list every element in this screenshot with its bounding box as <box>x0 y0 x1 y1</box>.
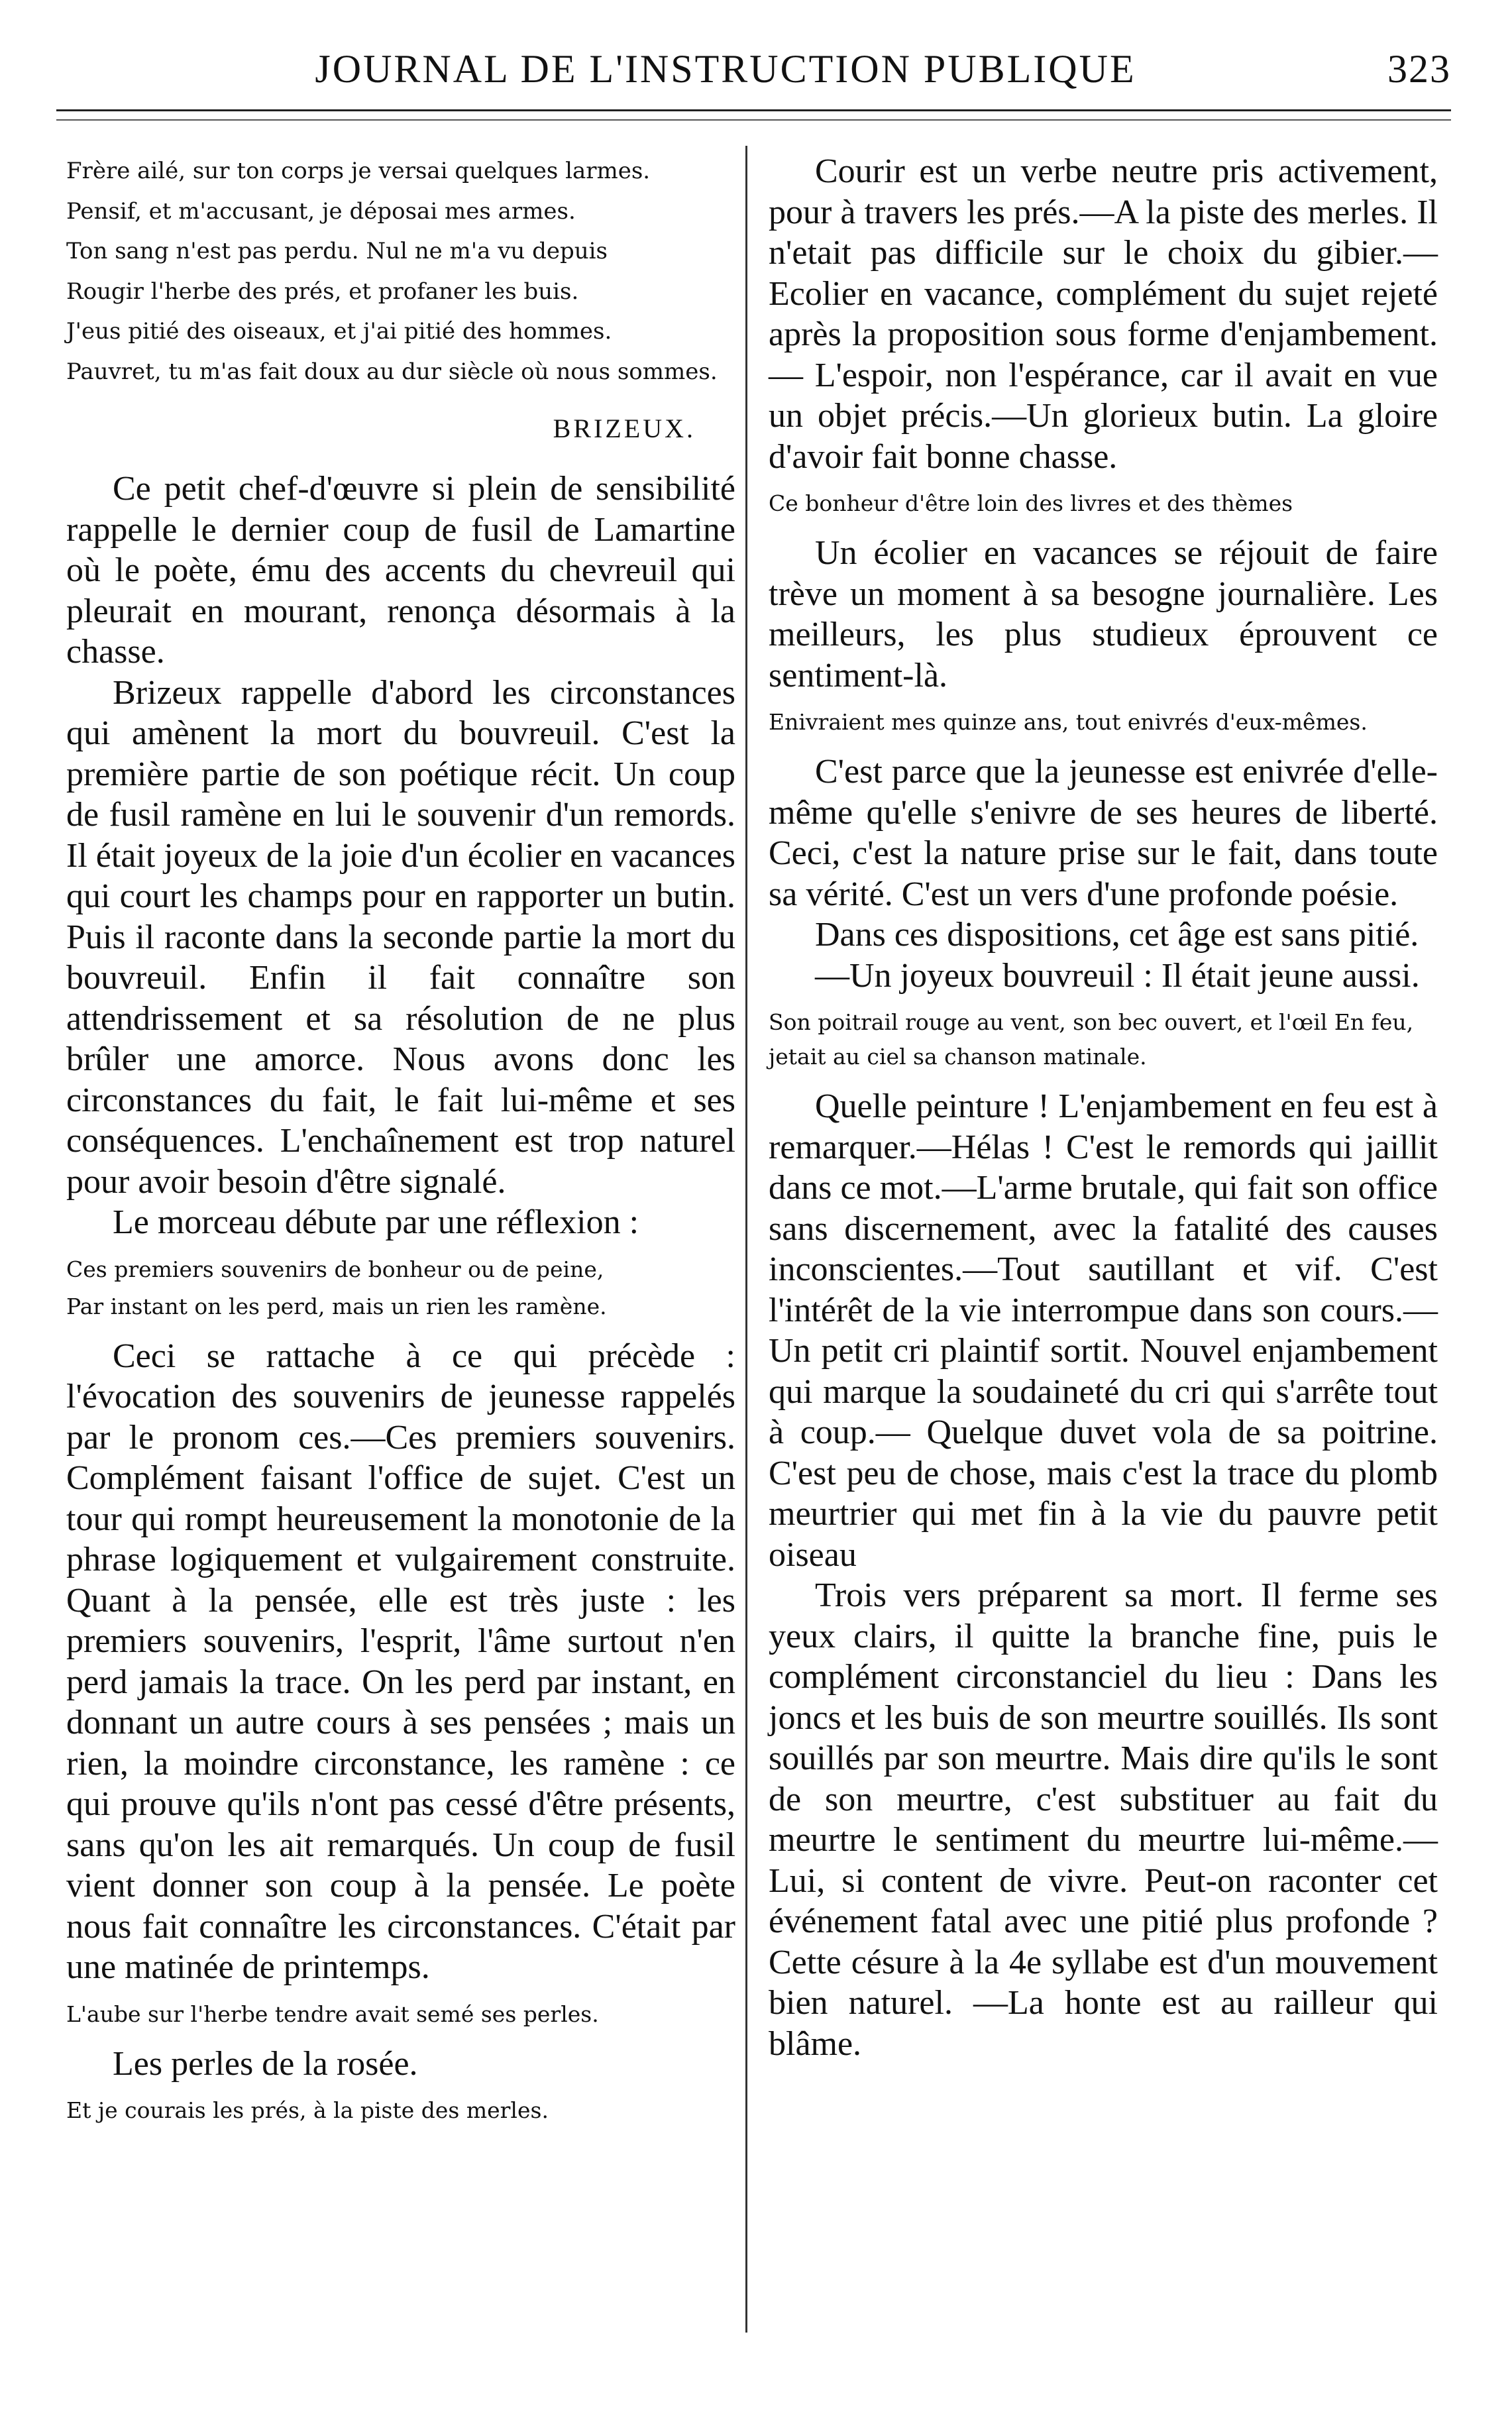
column-divider <box>745 146 747 2333</box>
paragraph: Trois vers préparent sa mort. Il ferme ses yeux clairs, il quitte la branche fine, puis le complément circonstanciel du lieu : Dans les joncs et les buis de son meurtre souillés. Ils sont souillés par son meurtre. Mais dire qu'ils le sont de son meurtre, c'est substituer au fait du meurtre le sentiment du meurtre lui-même.— Lui, si content de vivre. Peut-on raconter cet événement fatal avec une pitié plus profonde ? Cette césure à la 4e syllabe est d'un mouvement bien naturel. —La honte est au railleur qui blâme. <box>769 1576 1438 2063</box>
paragraph: C'est parce que la jeunesse est enivrée d'elle-même qu'elle s'enivre de ses heures de liberté. Ceci, c'est la nature prise sur le fait, dans toute sa vérité. C'est un vers d'une profonde poésie. <box>769 753 1438 913</box>
verse-quote: Et je courais les prés, à la piste des merles. <box>66 2097 549 2123</box>
author-signature: BRIZEUX. <box>553 413 696 443</box>
verse-line: J'eus pitié des oiseaux, et j'ai pitié des hommes. <box>66 318 612 345</box>
page-number: 323 <box>1387 47 1451 91</box>
left-column <box>66 151 735 2140</box>
verse-quote: Ces premiers souvenirs de bonheur ou de peine, <box>66 1256 604 1282</box>
paragraph: Un écolier en vacances se réjouit de faire trève un moment à sa besogne journalière. Les meilleurs, les plus studieux éprouvent ce sentiment-là. <box>769 534 1438 694</box>
verse-line: Pauvret, tu m'as fait doux au dur siècle où nous sommes. <box>66 358 718 385</box>
paragraph: —Un joyeux bouvreuil : Il était jeune aussi. <box>815 956 1420 995</box>
verse-quote: Son poitrail rouge au vent, son bec ouvert, et l'œil En feu, jetait au ciel sa chanson matinale. <box>769 1009 1414 1070</box>
verse-line: Frère ailé, sur ton corps je versai quelques larmes. <box>66 158 651 184</box>
paragraph: Courir est un verbe neutre pris activement, pour à travers les prés.—A la piste des merles. Il n'etait pas difficile sur le choix du gibier.—Ecolier en vacance, complément du sujet rejeté après la proposition sous forme d'enjambement.— L'espoir, non l'espérance, car il avait en vue un objet précis.—Un glorieux butin. La gloire d'avoir fait bonne chasse. <box>769 152 1438 476</box>
paragraph: Quelle peinture ! L'enjambement en feu est à remarquer.—Hélas ! C'est le remords qui jaillit dans ce mot.—L'arme brutale, qui fait son office sans discernement, avec la fatalité des causes inconscientes.—Tout sautillant et vif. C'est l'intérêt de la vie interrompue dans son cours.—Un petit cri plaintif sortit. Nouvel enjambement qui marque la soudaineté du cri qui s'arrête tout à coup.— Quelque duvet vola de sa poitrine. C'est peu de chose, mais c'est la trace du plomb meurtrier qui met fin à la vie du pauvre petit oiseau <box>769 1087 1438 1574</box>
paragraph: Dans ces dispositions, cet âge est sans pitié. <box>815 916 1419 954</box>
journal-title: JOURNAL DE L'INSTRUCTION PUBLIQUE <box>315 47 1136 91</box>
verse-quote: Enivraient mes quinze ans, tout enivrés d'eux-mêmes. <box>769 709 1368 735</box>
verse-quote: L'aube sur l'herbe tendre avait semé ses perles. <box>66 2001 599 2027</box>
header-rule <box>56 109 1451 111</box>
verse-line: Ton sang n'est pas perdu. Nul ne m'a vu depuis <box>66 238 608 264</box>
running-header <box>0 46 1512 106</box>
header-rule-thin <box>56 119 1451 121</box>
right-column <box>769 151 1438 2064</box>
paragraph: Les perles de la rosée. <box>113 2044 418 2083</box>
paragraph: Brizeux rappelle d'abord les circonstances qui amènent la mort du bouvreuil. C'est la première partie de son poétique récit. Un coup de fusil ramène en lui le souvenir d'un remords. Il était joyeux de la joie d'un écolier en vacances qui court les champs pour en rapporter un butin. Puis il raconte dans la seconde partie la mort du bouvreuil. Enfin il fait connaître son attendrissement et sa résolution de ne plus brûler une amorce. Nous avons donc les circonstances du fait, le fait lui-même et ses conséquences. L'enchaînement est trop naturel pour avoir besoin d'être signalé. <box>66 673 735 1201</box>
paragraph: Ce petit chef-d'œuvre si plein de sensibilité rappelle le dernier coup de fusil de Lamartine où le poète, ému des accents du chevreuil qui pleurait en mourant, renonça désormais à la chasse. <box>66 470 735 671</box>
verse-quote: Par instant on les perd, mais un rien les ramène. <box>66 1293 607 1319</box>
verse-quote: Ce bonheur d'être loin des livres et des thèmes <box>769 490 1293 516</box>
paragraph: Le morceau débute par une réflexion : <box>113 1203 639 1241</box>
paragraph: Ceci se rattache à ce qui précède : l'évocation des souvenirs de jeunesse rappelés par le pronom ces.—Ces premiers souvenirs. Complément faisant l'office de sujet. C'est un tour qui rompt heureusement la monotonie de la phrase logiquement et vulgairement construite. Quant à la pensée, elle est très juste : les premiers souvenirs, l'esprit, l'âme surtout n'en perd jamais la trace. On les perd par instant, en donnant un autre cours à ses pensées ; mais un rien, la moindre circonstance, les ramène : ce qui prouve qu'ils n'ont pas cessé d'être présents, sans qu'on les ait remarqués. Un coup de fusil vient donner son coup à la pensée. Le poète nous fait connaître les circonstances. C'était par une matinée de printemps. <box>66 1337 735 1986</box>
verse-line: Rougir l'herbe des prés, et profaner les buis. <box>66 278 579 305</box>
verse-line: Pensif, et m'accusant, je déposai mes armes. <box>66 197 576 225</box>
